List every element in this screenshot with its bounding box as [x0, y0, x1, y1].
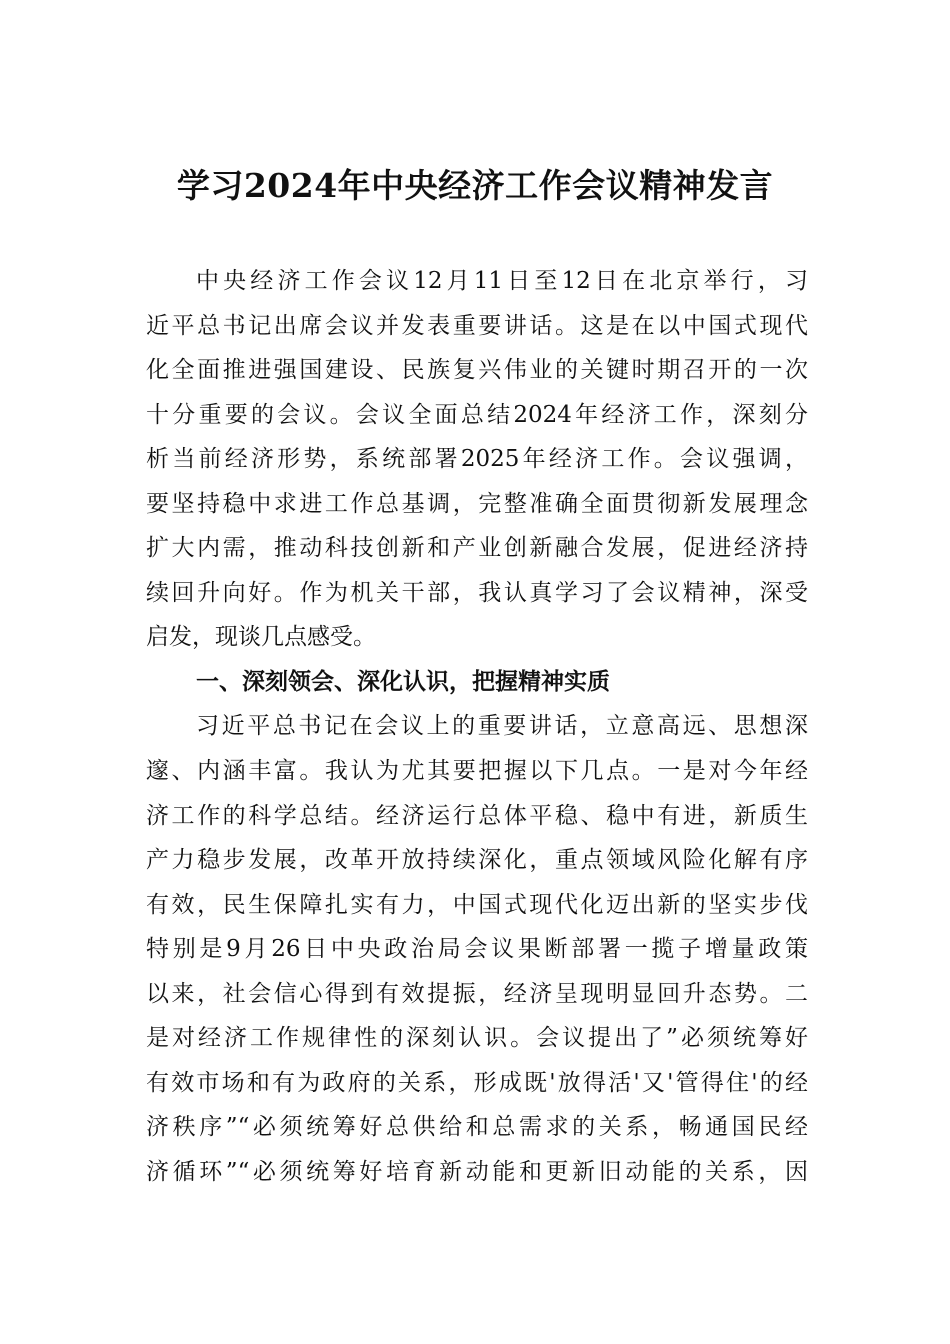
text-line: 产力稳步发展，改革开放持续深化，重点领域风险化解有序 [146, 847, 808, 874]
paragraph-section-1 [146, 704, 808, 1194]
text-line: 要坚持稳中求进工作总基调，完整准确全面贯彻新发展理念 [146, 490, 808, 517]
text-line: 邃、内涵丰富。我认为尤其要把握以下几点。一是对今年经 [146, 758, 808, 785]
document-body [146, 259, 808, 1194]
text-line: 扩大内需，推动科技创新和产业创新融合发展，促进经济持 [146, 535, 808, 562]
text-line: 十分重要的会议。会议全面总结2024年经济工作，深刻分 [146, 401, 808, 428]
text-line: 济循环”“必须统筹好培育新动能和更新旧动能的关系，因 [146, 1158, 808, 1185]
section-heading: 一、深刻领会、深化认识，把握精神实质 [196, 668, 610, 695]
text-line: 济工作的科学总结。经济运行总体平稳、稳中有进，新质生 [146, 802, 808, 829]
text-line: 续回升向好。作为机关干部，我认真学习了会议精神，深受 [146, 579, 808, 606]
text-line: 济秩序”“必须统筹好总供给和总需求的关系，畅通国民经 [146, 1114, 808, 1141]
text-line: 有效，民生保障扎实有力，中国式现代化迈出新的坚实步伐 [146, 891, 808, 918]
paragraph-intro [146, 259, 808, 660]
text-line: 有效市场和有为政府的关系，形成既'放得活'又'管得住'的经 [146, 1069, 808, 1096]
text-line: 习近平总书记在会议上的重要讲话，立意高远、思想深 [196, 713, 808, 740]
text-line: 是对经济工作规律性的深刻认识。会议提出了”必须统筹好 [146, 1025, 808, 1052]
text-line: 启发，现谈几点感受。 [146, 624, 376, 651]
text-line: 近平总书记出席会议并发表重要讲话。这是在以中国式现代 [146, 312, 808, 339]
text-line: 特别是9月26日中央政治局会议果断部署一揽子增量政策 [146, 936, 808, 963]
text-line: 化全面推进强国建设、民族复兴伟业的关键时期召开的一次 [146, 357, 808, 384]
text-line: 以来，社会信心得到有效提振，经济呈现明显回升态势。二 [146, 980, 808, 1007]
text-line: 中央经济工作会议12月11日至12日在北京举行，习 [196, 268, 808, 294]
document-title: 学习2024年中央经济工作会议精神发言 [176, 166, 774, 205]
text-line: 析当前经济形势，系统部署2025年经济工作。会议强调， [146, 446, 808, 473]
